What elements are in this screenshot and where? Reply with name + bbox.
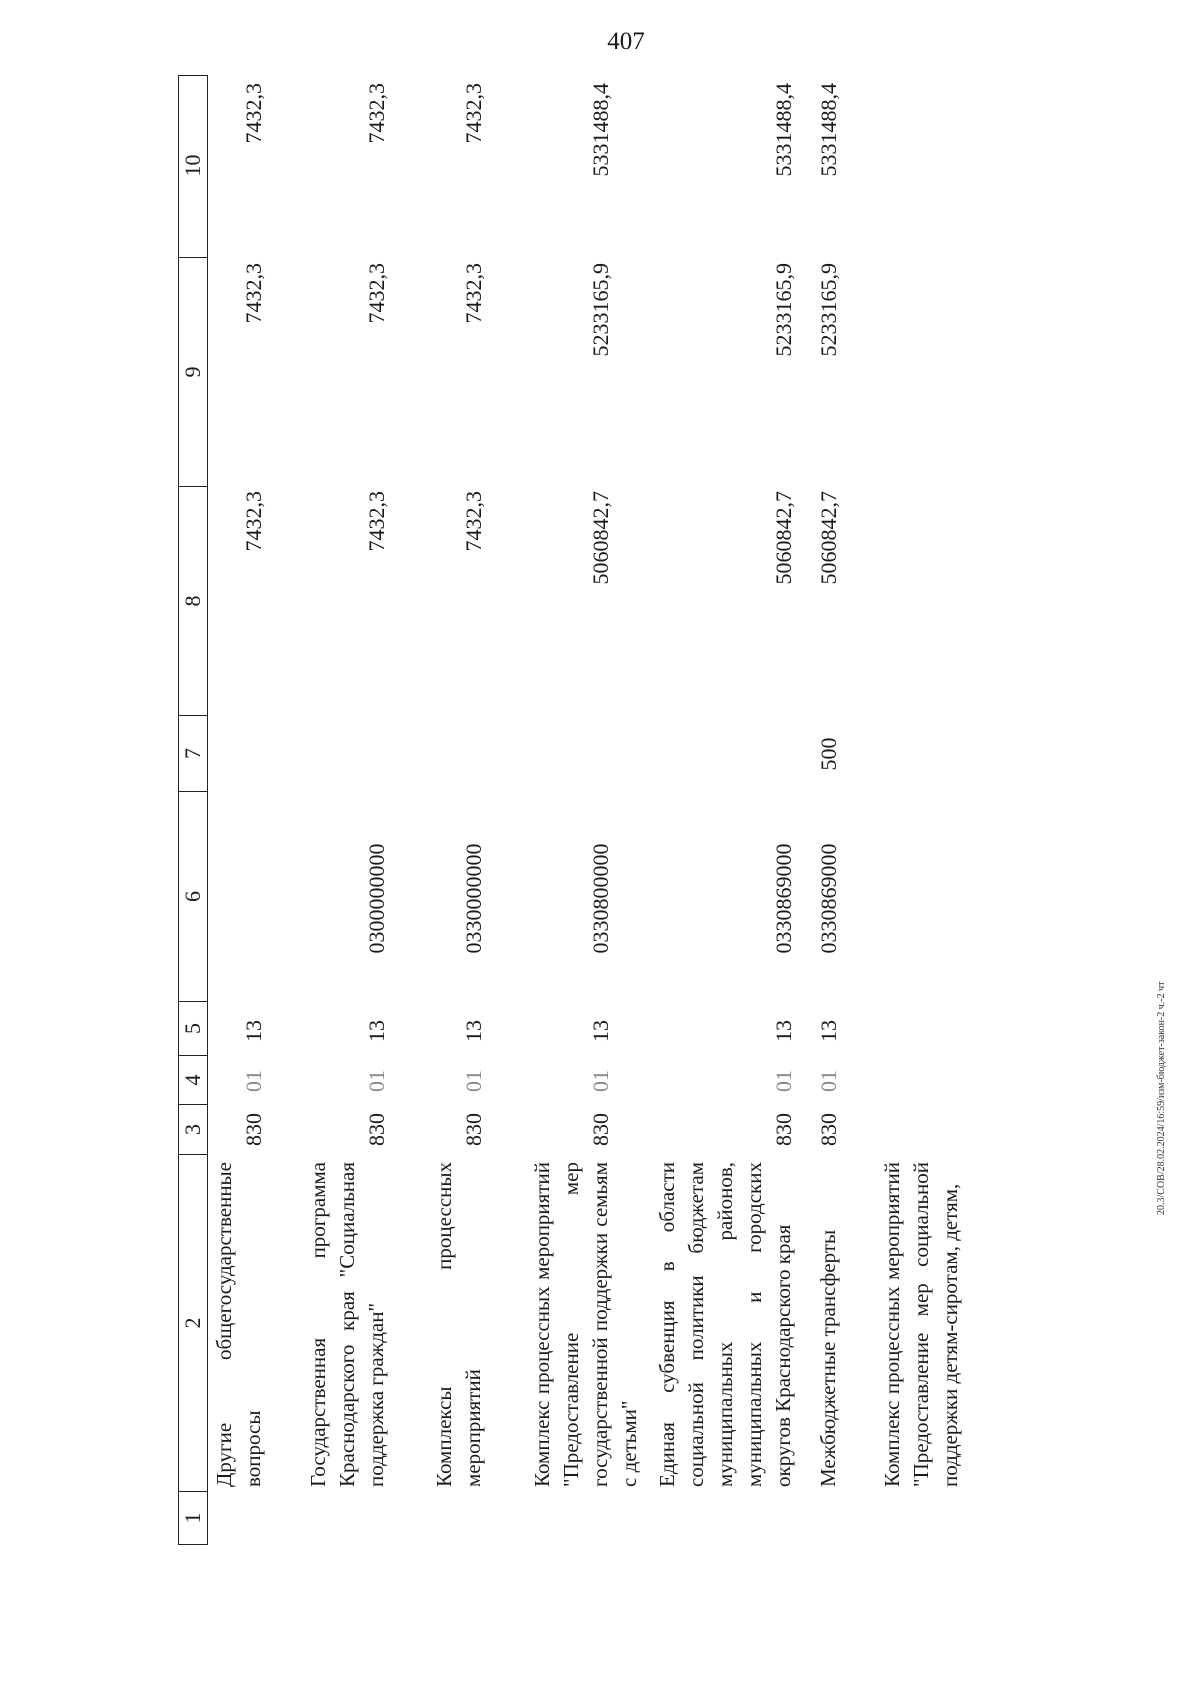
row-col4: 01 [816, 1070, 841, 1092]
row-name: Комплексы процессных мероприятий [432, 1162, 485, 1487]
row-col9: 5233165,9 [816, 263, 841, 357]
row-col5: 13 [241, 1020, 266, 1042]
column-header-2: 2 [179, 1155, 207, 1492]
row-name: Комплекс процессных мероприятий "Предоставление мер социальной поддержки детям-сиротам, детям, [880, 1162, 962, 1487]
row-col6: 0330000000 [461, 843, 486, 954]
table-header-row [178, 75, 208, 1545]
column-header-9: 9 [179, 258, 207, 487]
row-col9: 7432,3 [461, 263, 486, 324]
row-col5: 13 [771, 1020, 796, 1042]
row-col6: 0330869000 [816, 843, 841, 954]
column-header-4: 4 [179, 1056, 207, 1105]
row-col10: 5331488,4 [771, 83, 796, 177]
row-col10: 7432,3 [241, 83, 266, 144]
row-col3: 830 [816, 1113, 841, 1146]
row-col9: 5233165,9 [588, 263, 613, 357]
column-header-10: 10 [179, 74, 207, 258]
row-col9: 5233165,9 [771, 263, 796, 357]
row-col10: 7432,3 [461, 83, 486, 144]
row-col8: 5060842,7 [816, 491, 841, 585]
row-col7: 500 [816, 737, 841, 771]
row-col3: 830 [461, 1113, 486, 1146]
row-col10: 7432,3 [364, 83, 389, 144]
row-col9: 7432,3 [364, 263, 389, 324]
column-header-8: 8 [179, 487, 207, 716]
row-col3: 830 [241, 1113, 266, 1146]
page-number: 407 [607, 28, 645, 55]
column-header-5: 5 [179, 1002, 207, 1056]
footer-code: 20.3/СОВ/28.02.2024/16:59/изм-бюджет-закон-2 ч.-2 чт [1156, 981, 1167, 1215]
row-col5: 13 [364, 1020, 389, 1042]
row-col8: 5060842,7 [771, 491, 796, 585]
row-col5: 13 [816, 1020, 841, 1042]
row-name: Другие общегосударственные вопросы [212, 1162, 265, 1487]
row-col5: 13 [588, 1020, 613, 1042]
row-name: Государственная программа Краснодарского края "Социальная поддержка граждан" [306, 1162, 388, 1487]
column-header-6: 6 [179, 792, 207, 1002]
column-header-1: 1 [180, 1512, 205, 1524]
row-col8: 5060842,7 [588, 491, 613, 585]
row-col3: 830 [771, 1113, 796, 1146]
row-col6: 0300000000 [364, 843, 389, 954]
column-header-3: 3 [179, 1105, 207, 1155]
column-header-7: 7 [179, 716, 207, 792]
row-col3: 830 [588, 1113, 613, 1146]
row-col4: 01 [241, 1070, 266, 1092]
row-col4: 01 [364, 1070, 389, 1092]
row-col6: 0330869000 [771, 843, 796, 954]
row-col6: 0330800000 [588, 843, 613, 954]
row-col5: 13 [461, 1020, 486, 1042]
row-col3: 830 [364, 1113, 389, 1146]
row-col8: 7432,3 [461, 491, 486, 552]
row-name: Единая субвенция в области социальной политики бюджетам муниципальных районов, муниципальных и городских округов Краснодарского края [655, 1162, 795, 1487]
row-col4: 01 [461, 1070, 486, 1092]
row-col10: 5331488,4 [816, 83, 841, 177]
row-name: Комплекс процессных мероприятий "Предоставление мер государственной поддержки семьям с детьми" [530, 1162, 641, 1487]
row-col8: 7432,3 [364, 491, 389, 552]
row-col10: 5331488,4 [588, 83, 613, 177]
row-col4: 01 [771, 1070, 796, 1092]
budget-table [178, 75, 968, 1545]
row-name: Межбюджетные трансферты [816, 1229, 840, 1487]
row-col9: 7432,3 [241, 263, 266, 324]
row-col4: 01 [588, 1070, 613, 1092]
row-col8: 7432,3 [241, 491, 266, 552]
